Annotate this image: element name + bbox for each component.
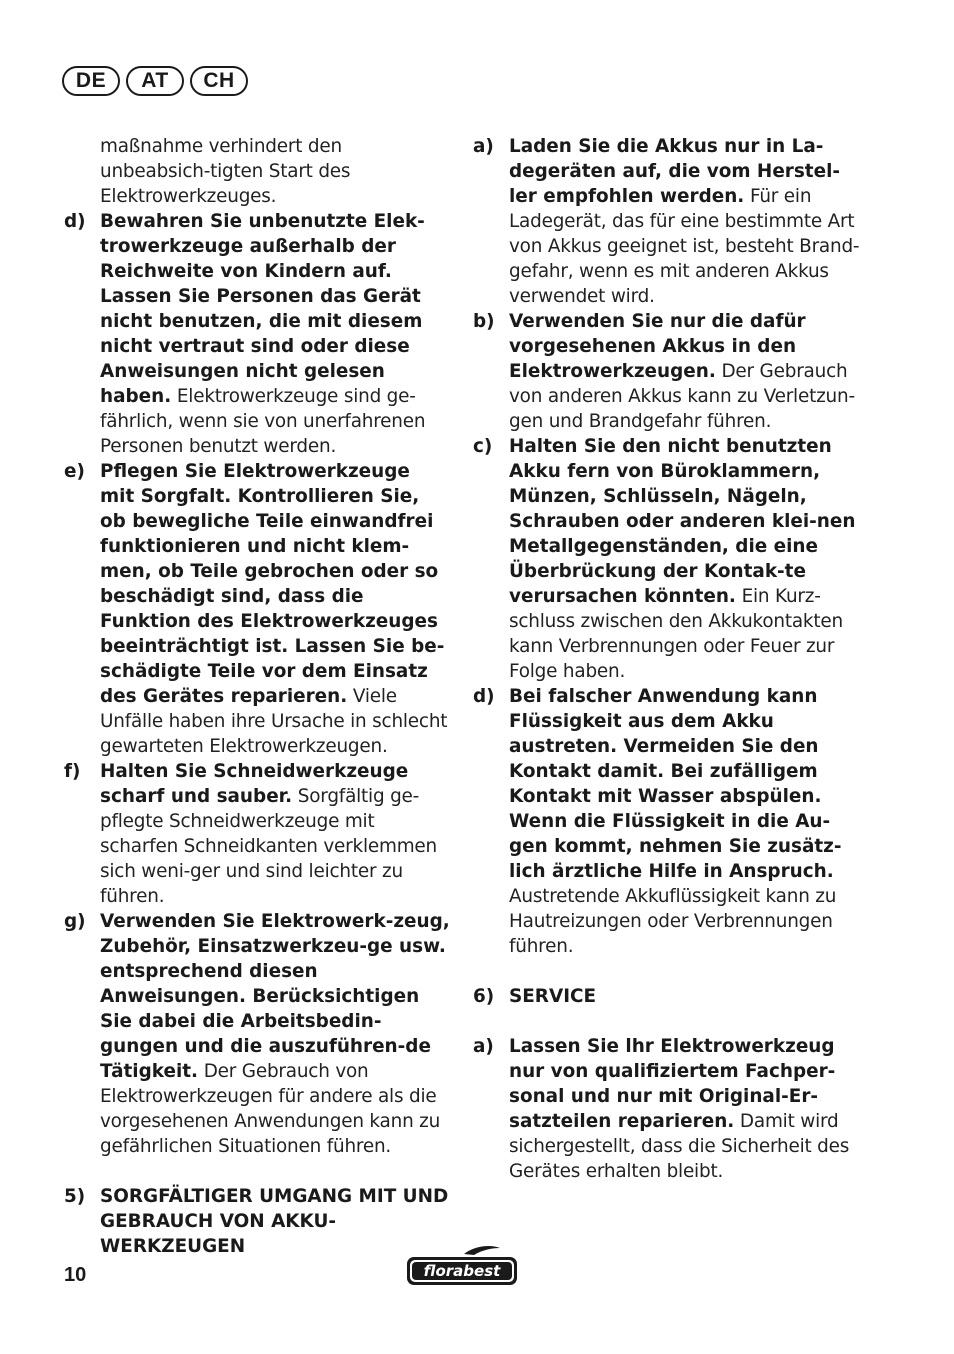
item-label: a) (473, 136, 494, 157)
item-normal-text: Für ein Ladegerät, das für eine bestimmte Art von Akkus geeignet ist, besteht Brand-gefahr, wenn es mit anderen Akkus verwendet wird. (509, 186, 860, 307)
section-title: SORGFÄLTIGER UMGANG MIT UND GEBRAUCH VON AKKU-WERKZEUGEN (100, 1186, 449, 1257)
item-label: d) (64, 211, 86, 232)
item-normal-text: Der Gebrauch von anderen Akkus kann zu Verletzun-gen und Brandgefahr führen. (509, 361, 855, 432)
list-item-d-right (473, 684, 865, 959)
item-bold-text: Halten Sie den nicht benutzten Akku fern von Büroklammern, Münzen, Schlüsseln, Nägeln, Schrauben oder anderen klei-nen Metallgegenständen, die eine Überbrückung der Kontak-te verursachen könnten. (509, 436, 856, 607)
continuation-text: maßnahme verhindert den unbeabsich-tigten Start des Elektrowerkzeuges. (100, 136, 351, 207)
item-label: g) (64, 911, 86, 932)
country-badges (62, 66, 248, 96)
list-item-g (64, 909, 450, 1159)
item-label: b) (473, 311, 495, 332)
logo-text: florabest (423, 1262, 501, 1280)
item-normal-text: Ein Kurz-schluss zwischen den Akkukontakten kann Verbrennungen oder Feuer zur Folge haben. (509, 586, 843, 682)
badge-at: AT (126, 66, 184, 96)
item-normal-text: Elektrowerkzeuge sind ge-fährlich, wenn sie von unerfahrenen Personen benutzt werden. (100, 386, 426, 457)
item-bold-text: Lassen Sie lhr Elektrowerkzeug nur von qualifiziertem Fachper-sonal und nur mit Original-Er-satzteilen reparieren. (509, 1036, 836, 1132)
item-bold-text: Bewahren Sie unbenutzte Elek-trowerkzeuge außerhalb der Reichweite von Kindern auf. Lassen Sie Personen das Gerät nicht benutzen, die mit diesem nicht vertraut sind oder diese Anweisungen nicht gelesen haben. (100, 211, 425, 407)
section-title: SERVICE (509, 986, 597, 1007)
service-item-a (473, 1034, 865, 1184)
list-item-c (473, 434, 865, 684)
item-bold-text: Laden Sie die Akkus nur in La-degeräten auf, die vom Herstel-ler empfohlen werden. (509, 136, 841, 207)
item-bold-text: Verwenden Sie Elektrowerk-zeug, Zubehör, Einsatzwerkzeu-ge usw. entsprechend diesen Anweisungen. Berücksichtigen Sie dabei die Arbeitsbedin-gungen und die auszuführen-de Tätigkeit. (100, 911, 450, 1082)
item-bold-text: Halten Sie Schneidwerkzeuge scharf und sauber. (100, 761, 409, 807)
section-number: 6) (473, 986, 495, 1007)
item-bold-text: Bei falscher Anwendung kann Flüssigkeit aus dem Akku austreten. Vermeiden Sie den Kontakt damit. Bei zufälligem Kontakt mit Wasser abspülen. Wenn die Flüssigkeit in die Au-gen kommt, nehmen Sie zusätz-lich ärztliche Hilfe in Anspruch. (509, 686, 842, 882)
section-heading-5 (64, 1184, 450, 1259)
item-label: f) (64, 761, 81, 782)
item-label: e) (64, 461, 85, 482)
list-item-b (473, 309, 865, 434)
item-normal-text: Damit wird sichergestellt, dass die Sicherheit des Gerätes erhalten bleibt. (509, 1111, 850, 1182)
left-column (64, 134, 450, 1259)
item-normal-text: Viele Unfälle haben ihre Ursache in schlecht gewarteten Elektrowerkzeugen. (100, 686, 448, 757)
item-label: a) (473, 1036, 494, 1057)
badge-de: DE (62, 66, 120, 96)
item-normal-text: Austretende Akkuflüssigkeit kann zu Hautreizungen oder Verbrennungen führen. (509, 886, 837, 957)
section-number: 5) (64, 1186, 86, 1207)
item-normal-text: Sorgfältig ge-pflegte Schneidwerkzeuge mit scharfen Schneidkanten verklemmen sich weni-ger und sind leichter zu führen. (100, 786, 437, 907)
item-label: d) (473, 686, 495, 707)
list-item-d (64, 209, 450, 459)
item-bold-text: Pflegen Sie Elektrowerkzeuge mit Sorgfalt. Kontrollieren Sie, ob bewegliche Teile einwandfrei funktionieren und nicht klem-men, ob Teile gebrochen oder so beschädigt sind, dass die Funktion des Elektrowerkzeuges beeinträchtigt ist. Lassen Sie be-schädigte Teile vor dem Einsatz des Gerätes reparieren. (100, 461, 445, 707)
item-label: c) (473, 436, 493, 457)
list-item-f (64, 759, 450, 909)
list-item-a (473, 134, 865, 309)
item-bold-text: Verwenden Sie nur die dafür vorgesehenen Akkus in den Elektrowerkzeugen. (509, 311, 806, 382)
item-normal-text: Der Gebrauch von Elektrowerkzeugen für andere als die vorgesehenen Anwendungen kann zu gefährlichen Situationen führen. (100, 1061, 441, 1157)
right-column (473, 134, 865, 1184)
badge-ch: CH (190, 66, 248, 96)
page-number: 10 (64, 1264, 87, 1286)
list-item-e (64, 459, 450, 759)
florabest-logo (404, 1244, 520, 1290)
section-heading-6 (473, 984, 865, 1009)
